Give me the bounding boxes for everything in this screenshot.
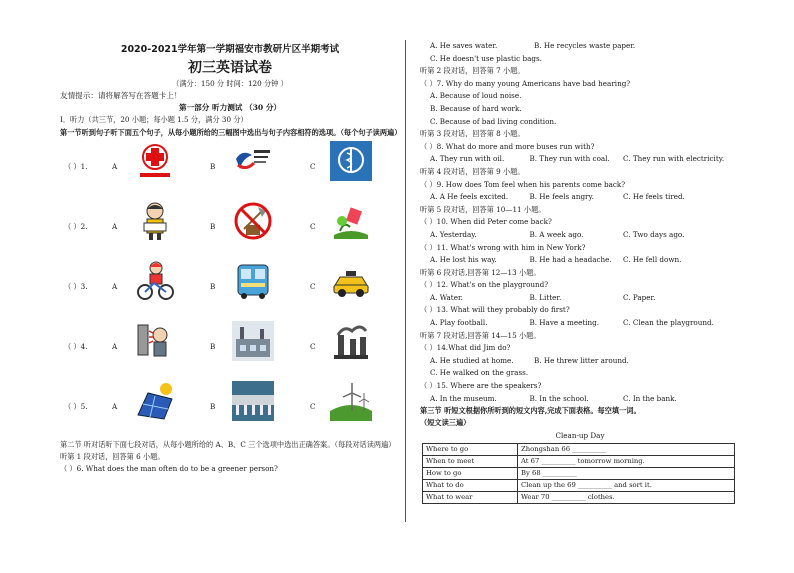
- question-line: （ ）11. What's wrong with him in New York?: [420, 242, 586, 252]
- question-line: 听第 5 段对话，回答第 10—11 小题。: [420, 204, 546, 214]
- exam-meta: （满分：150 分 时间：120 分钟 ）: [172, 79, 288, 88]
- answer-options: [420, 191, 740, 204]
- row-label: How to go: [423, 468, 518, 480]
- answer-option: A. He saves water.: [430, 41, 498, 50]
- answer-options: [420, 317, 740, 330]
- question-line: 听第 7 段对话,回答第 14—15 小题。: [420, 330, 541, 340]
- answer-options: [420, 254, 740, 267]
- answer-option: B. He feels angry.: [529, 192, 594, 202]
- row-value: Zhongshan 66 __________: [518, 444, 735, 456]
- seedling-icon: [330, 201, 372, 241]
- question-line: （ ）15. Where are the speakers?: [420, 381, 542, 391]
- row-label: What to wear: [423, 492, 518, 504]
- option-a-label: A: [112, 341, 118, 351]
- question-number: （ ）5.: [64, 401, 88, 411]
- answer-options: [420, 153, 740, 166]
- question-line: B. Because of hard work.: [430, 103, 522, 113]
- option-a-label: A: [112, 401, 118, 411]
- wind-turbine-icon: [330, 381, 372, 421]
- cleanup-day-table: [422, 443, 735, 504]
- option-c-label: C: [310, 221, 316, 231]
- newspaper-logo-icon: [232, 141, 274, 181]
- taxi-icon: [330, 261, 372, 301]
- answer-option: A. He lost his way.: [430, 255, 497, 265]
- answer-option: B. He had a headache.: [529, 255, 612, 265]
- question-line: （ ）9. How does Tom feel when his parents come back?: [420, 179, 626, 189]
- right-column: [420, 40, 740, 504]
- question-line: A. Because of loud noise.: [430, 91, 522, 101]
- question-number: （ ）3.: [64, 281, 88, 291]
- question-line: （ ）8. What do more and more buses run with?: [420, 141, 595, 151]
- question-number: （ ）1.: [64, 161, 88, 171]
- picture-question-row: [60, 379, 400, 439]
- exam-subject: 初三英语试卷: [188, 60, 272, 76]
- table-title: Clean-up Day: [555, 431, 605, 441]
- answer-options: [420, 229, 740, 242]
- option-c-label: C: [310, 161, 316, 171]
- chimney-smoke-icon: [330, 321, 372, 361]
- question-line: 听第 3 段对话，回答第 8 小题。: [420, 129, 525, 139]
- question-line: （ ）7. Why do many young Americans have bad hearing?: [420, 78, 631, 88]
- answer-option: B. He recycles waste paper.: [534, 41, 636, 50]
- question-line: （ ）10. When did Peter come back?: [420, 217, 552, 227]
- row-value: Wear 70 __________ clothes.: [518, 492, 735, 504]
- answer-options: [420, 355, 740, 368]
- question-line: （ ）13. What will they probably do first?: [420, 305, 570, 315]
- option-b-label: B: [210, 401, 216, 411]
- option-c-label: C: [310, 281, 316, 291]
- question-line: （ ）14.What did Jim do?: [420, 343, 511, 353]
- table-row: [423, 468, 735, 480]
- noise-pollution-icon: [134, 321, 176, 361]
- answer-options: [420, 40, 740, 53]
- option-c-label: C: [310, 401, 316, 411]
- answer-option: C. Paper.: [623, 292, 656, 302]
- answer-option: C. He feels tired.: [623, 192, 685, 202]
- option-a-label: A: [112, 281, 118, 291]
- row-value: Clean up the 69 __________ and sort it.: [518, 480, 735, 492]
- no-axe-icon: [232, 201, 274, 241]
- question-list: [420, 40, 740, 405]
- answer-option: B. A week ago.: [529, 229, 584, 239]
- dam-icon: [232, 381, 274, 421]
- left-column: [60, 40, 400, 476]
- solar-panel-icon: [134, 381, 176, 421]
- red-cross-logo-icon: [134, 141, 176, 181]
- exam-title: 2020-2021学年第一学期福安市教研片区半期考试: [120, 44, 340, 55]
- answer-option: B. He threw litter around.: [534, 355, 629, 365]
- answer-option: C. He fell down.: [623, 255, 682, 265]
- question-line: C. He doesn't use plastic bags.: [430, 53, 542, 63]
- answer-option: C. In the bank.: [623, 393, 677, 403]
- section-three-note: （短文读三遍）: [420, 418, 471, 428]
- answer-option: A. Water.: [430, 292, 463, 302]
- option-a-label: A: [112, 221, 118, 231]
- picture-question-list: [60, 139, 400, 439]
- answer-option: C. Clean the playground.: [623, 318, 714, 328]
- row-label: Where to go: [423, 444, 518, 456]
- bus-icon: [232, 261, 274, 301]
- option-b-label: B: [210, 281, 216, 291]
- dialog-one-note: 听第 1 段对话，回答第 6 小题。: [60, 451, 165, 461]
- option-b-label: B: [210, 161, 216, 171]
- answer-option: B. They run with coal.: [529, 154, 610, 164]
- section-three-instructions: 第三节 听短文根据你所听到的短文内容,完成下面表格。每空填一词。: [420, 406, 641, 416]
- table-row: [423, 492, 735, 504]
- answer-option: A. Play football.: [430, 318, 488, 328]
- boy-cycling-icon: [134, 261, 176, 301]
- picture-question-row: [60, 259, 400, 319]
- who-logo-icon: [330, 141, 372, 181]
- answer-option: C. They run with electricity.: [623, 154, 725, 164]
- answer-option: A. Yesterday.: [430, 229, 477, 239]
- row-value: By 68 __________: [518, 468, 735, 480]
- row-label: When to meet: [423, 456, 518, 468]
- section-one-instructions: 第一节听到句子听下面五个句子，从每小题所给的三幅图中选出与句子内容相符的选项。（每个句子读两遍）: [60, 127, 402, 137]
- question-6: （ ）6. What does the man often do to be a greener person?: [60, 464, 278, 474]
- option-b-label: B: [210, 341, 216, 351]
- section-two-instructions: 第二节 听对话听下面七段对话，从每小题所给的 A、B、C 三个选项中选出正确答案。（每段对话读两遍）: [60, 439, 396, 449]
- question-line: （ ）12. What's on the playground?: [420, 280, 549, 290]
- answer-option: B. In the school.: [529, 393, 589, 403]
- column-divider: [405, 40, 406, 522]
- answer-option: A. They run with oil.: [430, 154, 505, 164]
- answer-option: B. Litter.: [529, 292, 562, 302]
- option-b-label: B: [210, 221, 216, 231]
- table-row: [423, 456, 735, 468]
- picture-question-row: [60, 319, 400, 379]
- option-a-label: A: [112, 161, 118, 171]
- question-line: 听第 6 段对话,回答第 12—13 小题。: [420, 267, 541, 277]
- answer-option: A. A He feels excited.: [430, 192, 509, 202]
- table-row: [423, 480, 735, 492]
- answer-option: C. Two days ago.: [623, 229, 685, 239]
- answer-options: [420, 393, 740, 406]
- table-row: [423, 444, 735, 456]
- tip: 友情提示：请将解答写在答题卡上！: [60, 91, 182, 100]
- question-line: 听第 4 段对话，回答第 9 小题。: [420, 166, 525, 176]
- question-line: C. Because of bad living condition.: [430, 116, 557, 126]
- picture-question-row: [60, 199, 400, 259]
- picture-question-row: [60, 139, 400, 199]
- answer-option: B. Have a meeting.: [529, 318, 600, 328]
- part-one-heading: 第一部分 听力测试 （30 分）: [178, 103, 282, 112]
- row-label: What to do: [423, 480, 518, 492]
- question-line: C. He walked on the grass.: [430, 368, 529, 378]
- question-number: （ ）4.: [64, 341, 88, 351]
- question-line: 听第 2 段对话，回答第 7 小题。: [420, 66, 525, 76]
- answer-options: [420, 292, 740, 305]
- listening-intro: Ⅰ．听力（共三节，20 小题；每小题 1.5 分，满分 30 分）: [60, 115, 248, 124]
- boy-reading-icon: [134, 201, 176, 241]
- question-number: （ ）2.: [64, 221, 88, 231]
- answer-option: A. In the museum.: [430, 393, 497, 403]
- answer-option: A. He studied at home.: [430, 355, 514, 365]
- factory-icon: [232, 321, 274, 361]
- row-value: At 67 __________ tomorrow morning.: [518, 456, 735, 468]
- option-c-label: C: [310, 341, 316, 351]
